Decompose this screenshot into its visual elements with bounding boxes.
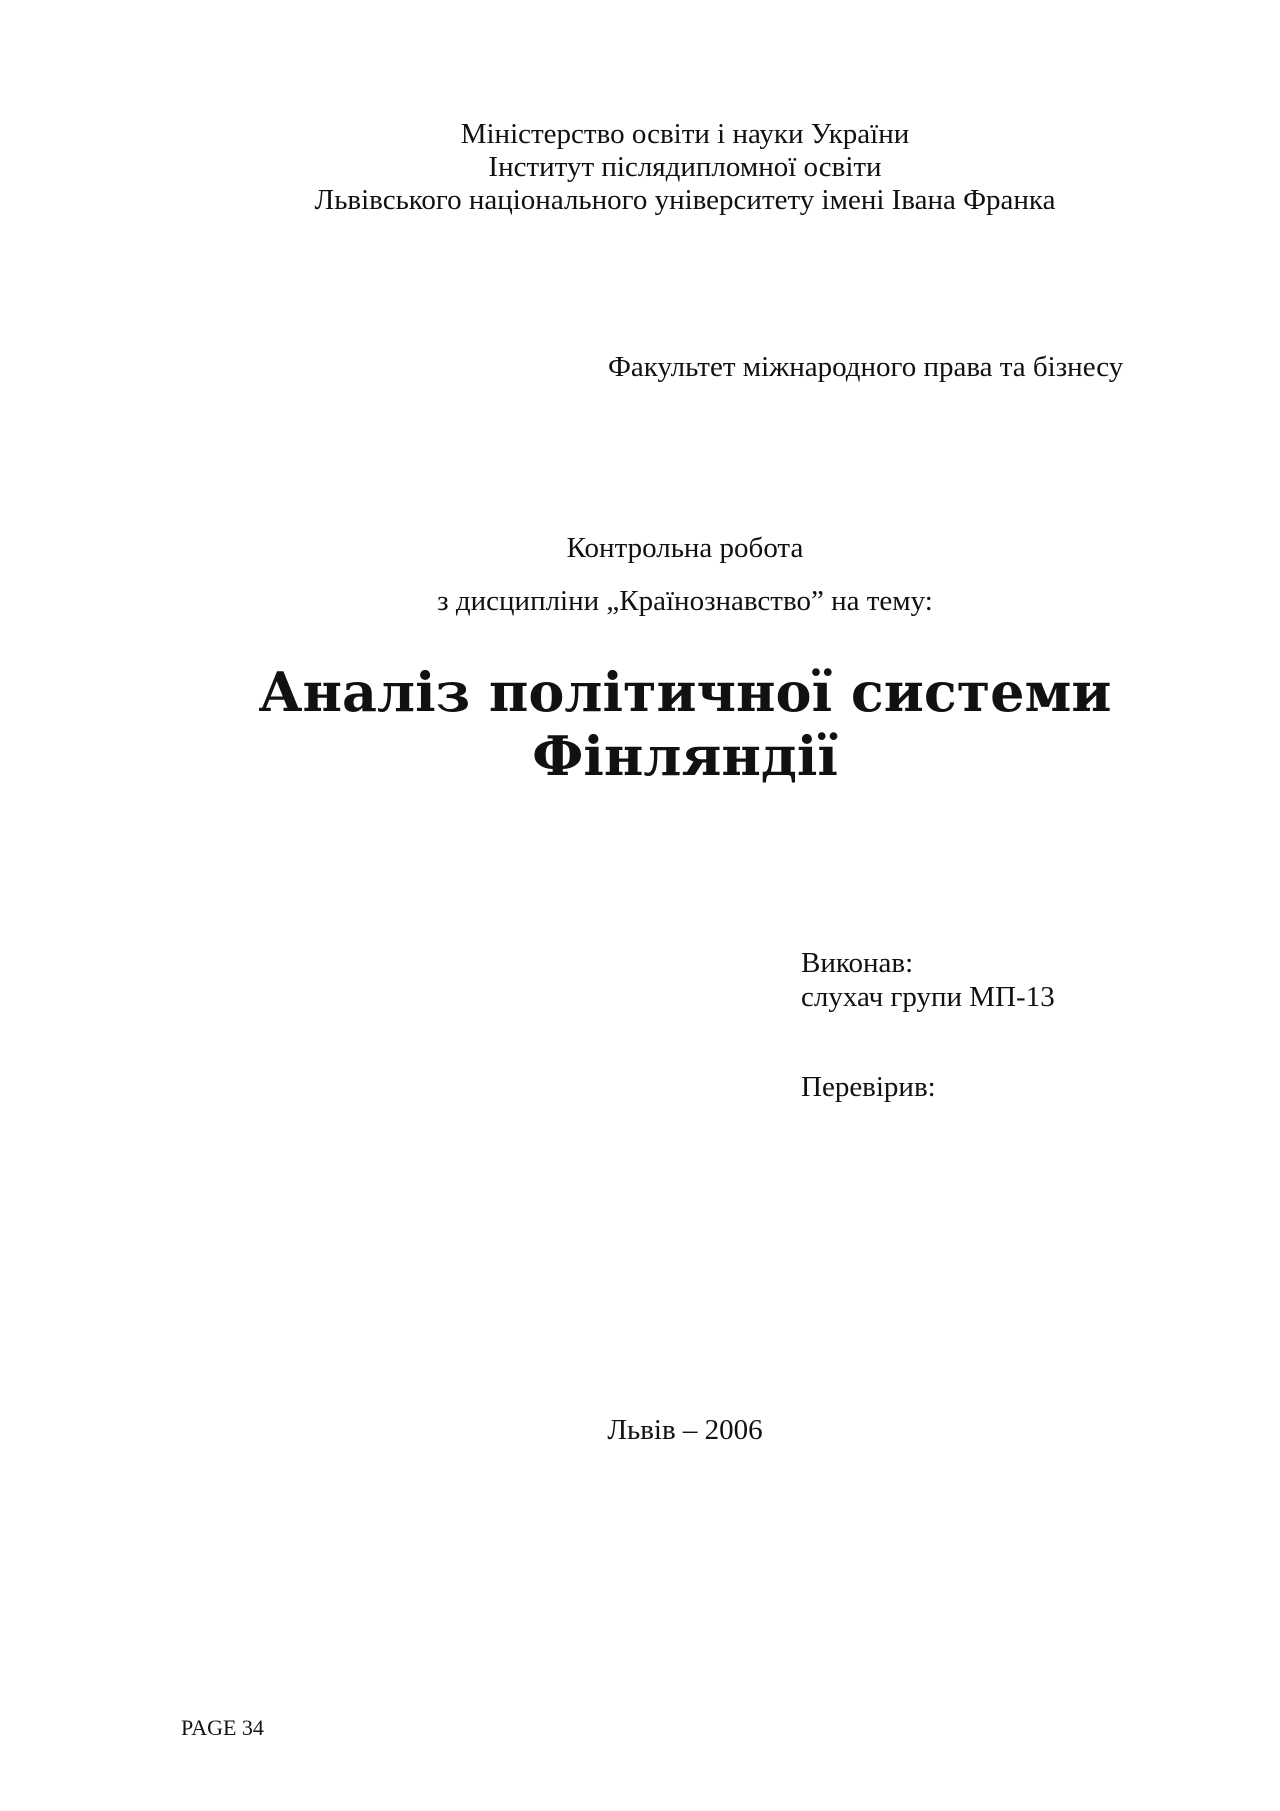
work-type: Контрольна робота [566, 532, 804, 564]
institution-header [0, 118, 1280, 217]
author-block [801, 946, 1055, 1014]
document-title [0, 660, 1280, 788]
author-label: Виконав: [801, 947, 914, 979]
university-line: Львівського національного університету імені Івана Франка [314, 184, 1056, 216]
city-year: Львів – 2006 [607, 1414, 763, 1446]
discipline-line: з дисципліни „Країнознавство” на тему: [437, 585, 933, 617]
author-detail: слухач групи МП-13 [801, 981, 1055, 1013]
title-line-2: Фінляндії [532, 724, 838, 788]
page-number-footer: PAGE 34 [181, 1715, 264, 1740]
checked-by-label: Перевірив: [801, 1071, 936, 1103]
ministry-line: Міністерство освіти і науки України [460, 118, 910, 150]
faculty-line: Факультет міжнародного права та бізнесу [608, 351, 1124, 383]
institute-line: Інститут післядипломної освіти [488, 151, 882, 183]
title-line-1: Аналіз політичної системи [258, 660, 1112, 724]
